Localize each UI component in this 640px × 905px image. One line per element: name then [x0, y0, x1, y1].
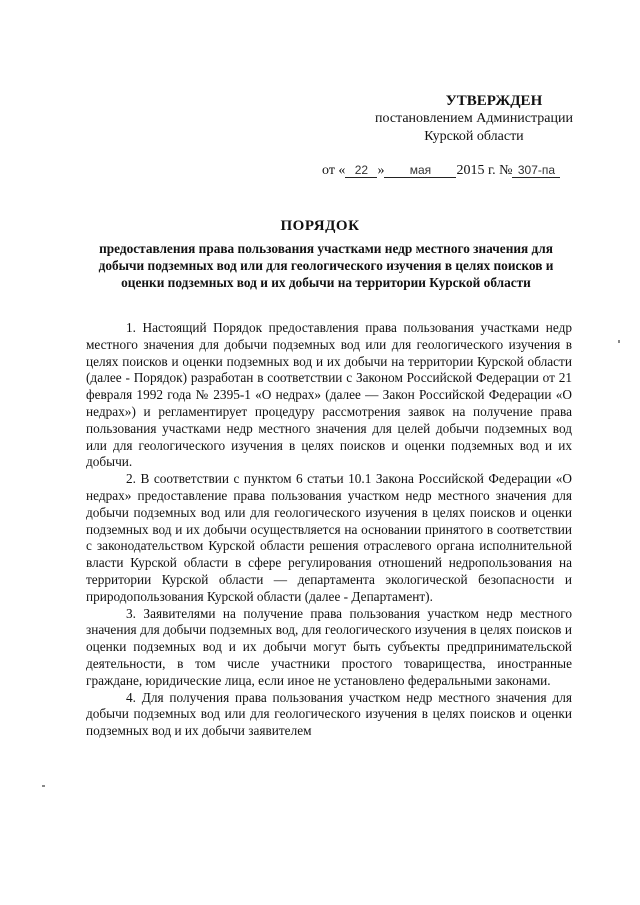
paragraph-1: 1. Настоящий Порядок предоставления права пользования участками недр местного значения для добычи подземных вод или для геологического изучения в целях поисков и оценки подземных вод и их добычи на территории Курской области (далее - Порядок) разработан в соответствии с Законом Российской Федерации от 21 февраля 1992 года № 2395-1 «О недрах» (далее — Закон Российской Федерации «О недрах») и регламентирует процедуру рассмотрения заявок на получение права пользования участками недр местного значения для целей добычи подземных вод или для геологического изучения в целях поисков и оценки подземных вод и их добычи.	[86, 320, 572, 470]
date-day: 22	[345, 164, 377, 178]
scan-mark	[42, 785, 45, 787]
date-prefix: от «	[322, 163, 346, 178]
approval-line-1: постановлением Администрации	[375, 111, 573, 126]
paragraph-4: 4. Для получения права пользования участком недр местного значения для добычи подземных вод или для геологического изучения в целях поисков и оценки подземных вод и их добычи заявителем	[86, 689, 572, 739]
approval-block	[334, 92, 614, 146]
approval-title: УТВЕРЖДЕН	[445, 93, 543, 109]
document-title: ПОРЯДОК	[280, 218, 360, 234]
document-body	[86, 320, 572, 740]
paragraph-3: 3. Заявителями на получение права пользования участком недр местного значения для добычи подземных вод, для геологического изучения в целях поисков и оценки подземных вод и их добычи могут быть субъекты предпринимательской деятельности, в том числе участники простого товарищества, иностранные граждане, юридические лица, если иное не установлено федеральными законами.	[86, 605, 572, 688]
date-year: 2015 г. №	[456, 163, 513, 178]
document-subtitle: предоставления права пользования участками недр местного значения для добычи подземных вод или для геологического изучения в целях поисков и оценки подземных вод и их добычи на территории Курской области	[98, 241, 554, 290]
scan-mark	[618, 340, 620, 343]
decree-date-line	[322, 163, 560, 179]
approval-line-2: Курской области	[424, 129, 524, 144]
date-mid: »	[377, 163, 385, 178]
paragraph-2: 2. В соответствии с пунктом 6 статьи 10.1 Закона Российской Федерации «О недрах» предоставление права пользования участком недр местного значения для добычи подземных вод или для геологического изучения в целях поисков и оценки подземных вод и их добычи осуществляется на основании принятого в соответствии с законодательством Курской области решения отраслевого органа исполнительной власти Курской области в сфере регулирования отношений недропользования на территории Курской области — департамента экологической безопасности и природопользования Курской области (далее - Департамент).	[86, 471, 572, 604]
date-month: мая	[384, 164, 456, 178]
decree-number: 307-па	[512, 164, 560, 178]
